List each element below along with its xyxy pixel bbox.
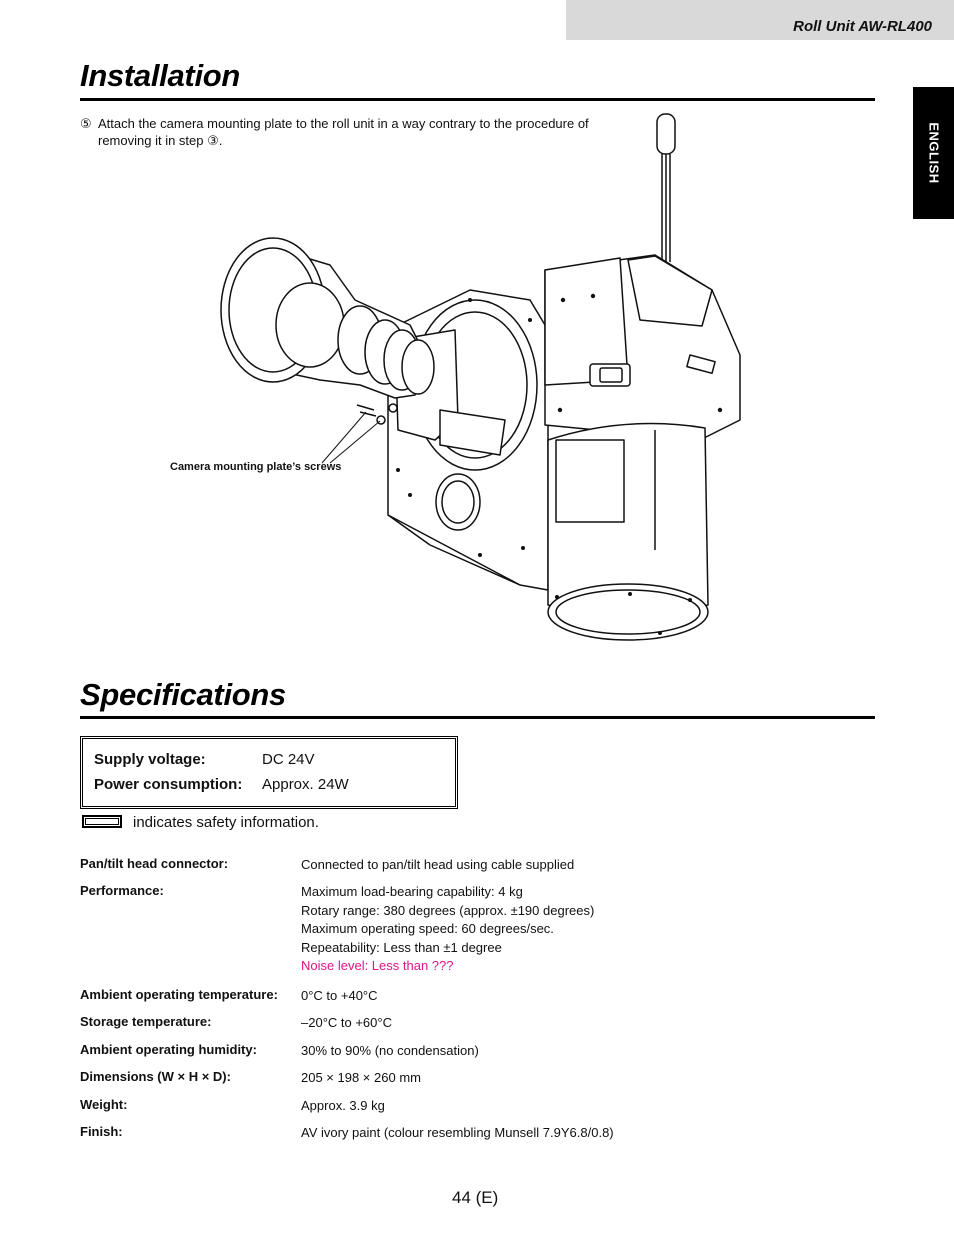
spec-value: AV ivory paint (colour resembling Munsell 7.9Y6.8/0.8) (301, 1125, 614, 1140)
spec-row (80, 1014, 392, 1033)
spec-label: Dimensions (W × H × D): (80, 1069, 231, 1084)
spec-row (80, 1097, 385, 1116)
spec-label: Ambient operating temperature: (80, 987, 278, 1002)
spec-note: Noise level: Less than ??? (301, 958, 454, 973)
language-tab (913, 87, 954, 219)
step-number: ⑤ (80, 116, 92, 131)
safety-legend-text: indicates safety information. (133, 814, 319, 831)
header-title: Roll Unit AW-RL400 (793, 18, 932, 35)
spec-row (80, 1042, 479, 1061)
safety-row (94, 751, 315, 768)
safety-row (94, 776, 349, 793)
spec-value: Maximum operating speed: 60 degrees/sec. (301, 921, 554, 936)
specifications-title: Specifications (80, 677, 286, 712)
step-text: Attach the camera mounting plate to the roll unit in a way contrary to the procedure of removing it in step ③. (98, 116, 589, 148)
header-bar (566, 0, 954, 40)
spec-value: 205 × 198 × 260 mm (301, 1070, 421, 1085)
spec-value: 0°C to +40°C (301, 988, 378, 1003)
spec-label: Performance: (80, 883, 164, 898)
spec-value: 30% to 90% (no condensation) (301, 1043, 479, 1058)
spec-value: Connected to pan/tilt head using cable supplied (301, 857, 575, 872)
spec-value: Approx. 3.9 kg (301, 1098, 385, 1113)
installation-rule (80, 98, 875, 101)
safety-value: DC 24V (262, 751, 315, 768)
spec-value: –20°C to +60°C (301, 1015, 392, 1030)
safety-label: Supply voltage: (94, 751, 206, 768)
spec-row (80, 1124, 614, 1143)
language-label: ENGLISH (926, 122, 941, 184)
spec-row (80, 987, 378, 1006)
safety-value: Approx. 24W (262, 776, 349, 793)
spec-row (80, 1069, 421, 1088)
spec-row (80, 856, 574, 875)
spec-value: Repeatability: Less than ±1 degree (301, 939, 502, 955)
spec-label: Weight: (80, 1097, 128, 1112)
spec-value: Rotary range: 380 degrees (approx. ±190 degrees) (301, 902, 595, 918)
spec-label: Pan/tilt head connector: (80, 856, 229, 871)
safety-info-box (80, 736, 458, 809)
spec-value: Maximum load-bearing capability: 4 kg (301, 884, 523, 899)
safety-label: Power consumption: (94, 776, 243, 793)
spec-row (80, 883, 594, 976)
spec-label: Ambient operating humidity: (80, 1042, 257, 1057)
safety-legend-box (82, 815, 122, 828)
specifications-rule (80, 716, 875, 719)
figure-label: Camera mounting plate’s screws (170, 461, 342, 473)
spec-label: Finish: (80, 1124, 123, 1139)
roll-unit-illustration (160, 108, 760, 648)
spec-label: Storage temperature: (80, 1014, 212, 1029)
page-number: 44 (E) (452, 1188, 499, 1207)
installation-title: Installation (80, 58, 241, 93)
